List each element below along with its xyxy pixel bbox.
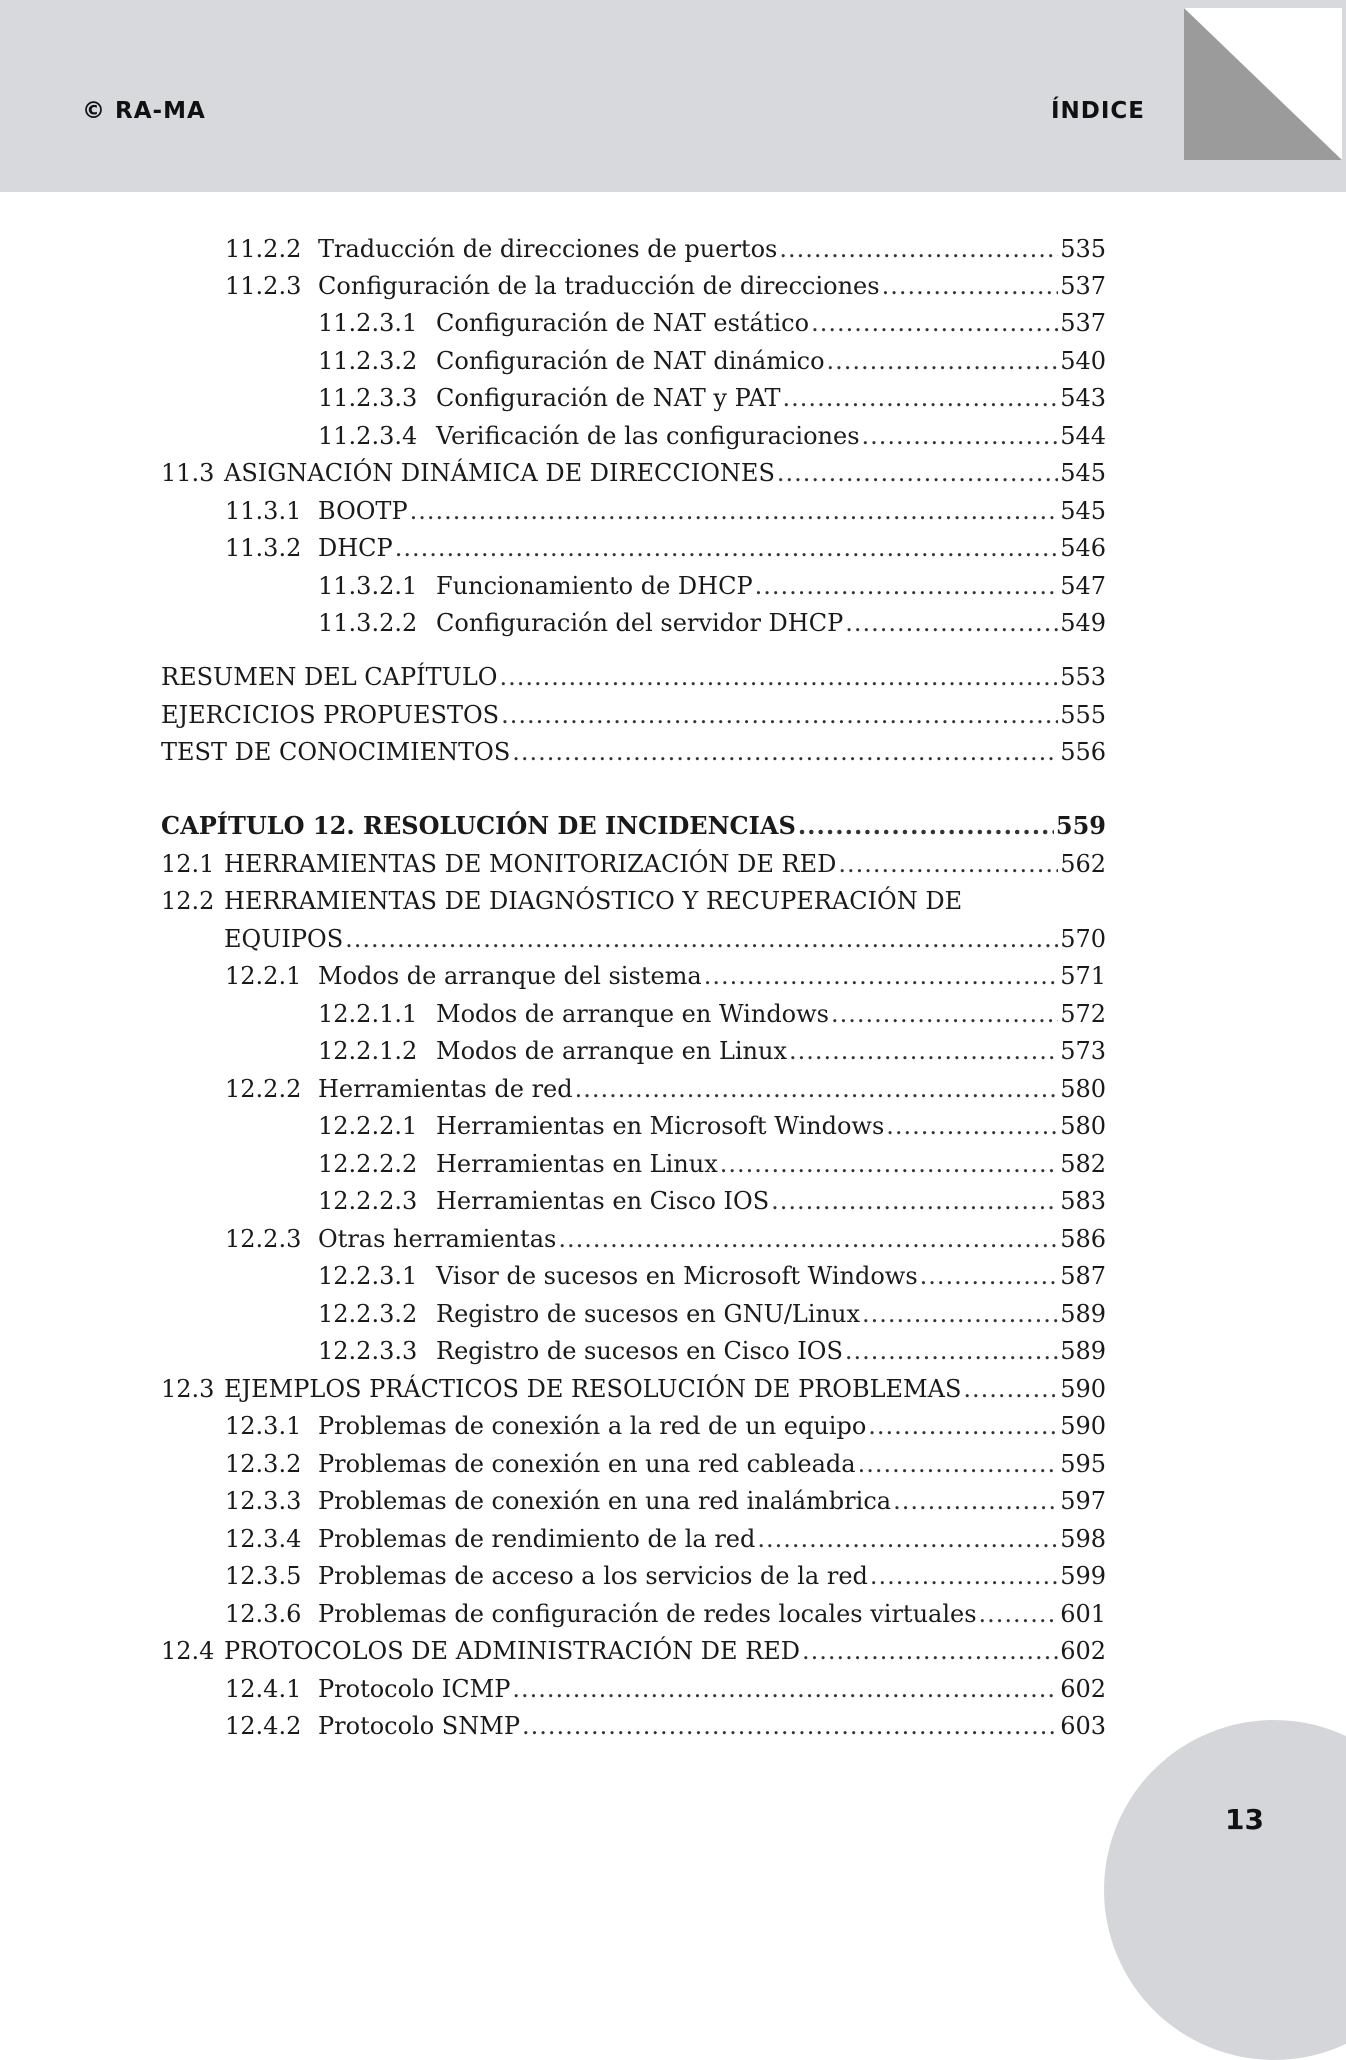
toc-entry [318, 421, 1106, 451]
toc-entry-page: 572 [1060, 1000, 1106, 1028]
toc-entry [318, 1261, 1106, 1291]
toc-entry-title: Funcionamiento de DHCP [436, 572, 753, 600]
toc-entry-number: 11.2.3.2 [318, 347, 418, 375]
toc-entry-title: Herramientas en Linux [436, 1150, 718, 1178]
toc-entry-title: DHCP [318, 534, 393, 562]
toc-leader-dots [395, 533, 1059, 563]
toc-entry-page: 586 [1060, 1225, 1106, 1253]
toc-entry-page: 597 [1060, 1487, 1106, 1515]
toc-entry-title: ASIGNACIÓN DINÁMICA DE DIRECCIONES [224, 459, 775, 487]
toc-entry-page: 537 [1060, 272, 1106, 300]
toc-entry-title: BOOTP [318, 497, 408, 525]
toc-entry-title: Configuración de NAT dinámico [436, 347, 825, 375]
toc-entry [225, 1599, 1106, 1629]
toc-leader-dots [862, 421, 1059, 451]
toc-entry-number: 12.4.2 [225, 1712, 302, 1740]
toc-leader-dots [862, 1299, 1058, 1329]
header-band [0, 0, 1346, 192]
toc-entry [318, 999, 1106, 1029]
toc-entry-number: 11.3.2.1 [318, 572, 418, 600]
toc-entry-number: 12.2.1 [225, 962, 302, 990]
toc-leader-dots [777, 458, 1058, 488]
toc-entry [225, 533, 1106, 563]
toc-entry [161, 886, 1106, 916]
toc-entry [318, 1036, 1106, 1066]
toc-entry-title: Problemas de conexión en una red cableada [318, 1450, 856, 1478]
toc-entry-page: 553 [1060, 663, 1106, 691]
toc-entry-page: 587 [1060, 1262, 1106, 1290]
toc-leader-dots [920, 1261, 1059, 1291]
toc-entry-number: 12.3.3 [225, 1487, 302, 1515]
toc-leader-dots [886, 1111, 1058, 1141]
toc-entry-number: 11.2.3.4 [318, 422, 418, 450]
toc-entry-number: 12.1 [161, 850, 215, 878]
toc-entry-title: Problemas de conexión a la red de un equipo [318, 1412, 867, 1440]
toc-leader-dots [755, 571, 1059, 601]
toc-entry-number: 12.2.2.1 [318, 1112, 418, 1140]
toc-entry-page: 549 [1060, 609, 1106, 637]
toc-entry-title: Configuración de NAT y PAT [436, 384, 781, 412]
toc-leader-dots [410, 496, 1059, 526]
toc-entry-page: 589 [1060, 1337, 1106, 1365]
toc-entry-number: 12.2.1.1 [318, 1000, 418, 1028]
toc-entry-number: 12.2.2.3 [318, 1187, 418, 1215]
toc-entry-page: 540 [1060, 347, 1106, 375]
toc-entry [161, 700, 1106, 730]
toc-entry-page: 545 [1060, 497, 1106, 525]
toc-entry [161, 458, 1106, 488]
toc-entry-title: HERRAMIENTAS DE DIAGNÓSTICO Y RECUPERACIÓN DE [224, 887, 963, 915]
toc-entry-number: 11.2.2 [225, 235, 302, 263]
toc-leader-dots [512, 737, 1058, 767]
toc-entry-number: 12.4.1 [225, 1675, 302, 1703]
toc-entry-page: 580 [1060, 1112, 1106, 1140]
toc-entry-title: Modos de arranque en Windows [436, 1000, 829, 1028]
toc-entry-title: Configuración de NAT estático [436, 309, 810, 337]
toc-entry-page: 570 [1060, 925, 1106, 953]
toc-entry-number: 12.2.1.2 [318, 1037, 418, 1065]
toc-entry-number: 11.3.2.2 [318, 609, 418, 637]
toc-entry [225, 961, 1106, 991]
toc-entry-number: 12.2.3.3 [318, 1337, 418, 1365]
header-publisher: © RA-MA [82, 98, 206, 124]
toc-entry-title: Protocolo SNMP [318, 1712, 520, 1740]
toc-leader-dots [798, 811, 1054, 841]
toc-entry [318, 1299, 1106, 1329]
toc-entry [318, 383, 1106, 413]
toc-entry [318, 308, 1106, 338]
toc-entry [161, 1374, 1106, 1404]
toc-leader-dots [783, 383, 1059, 413]
toc-leader-dots [882, 271, 1059, 301]
toc-entry [161, 662, 1106, 692]
toc-entry-title: Protocolo ICMP [318, 1675, 511, 1703]
toc-entry-page: 559 [1055, 811, 1106, 840]
toc-entry-page: 603 [1060, 1712, 1106, 1740]
toc-entry-page: 546 [1060, 534, 1106, 562]
toc-leader-dots [963, 1374, 1058, 1404]
toc-entry-page: 602 [1060, 1637, 1106, 1665]
toc-entry-title: EQUIPOS [224, 925, 344, 953]
toc-entry-number: 12.2.2.2 [318, 1150, 418, 1178]
toc-leader-dots [811, 308, 1058, 338]
toc-entry-number: 11.2.3.1 [318, 309, 418, 337]
toc-leader-dots [779, 234, 1058, 264]
toc-entry-page: 545 [1060, 459, 1106, 487]
toc-entry-title: Problemas de acceso a los servicios de la red [318, 1562, 868, 1590]
toc-entry [225, 496, 1106, 526]
toc-leader-dots [720, 1149, 1058, 1179]
toc-entry [225, 1449, 1106, 1479]
toc-entry [318, 608, 1106, 638]
toc-entry [161, 811, 1106, 841]
toc-entry-number: 12.3.1 [225, 1412, 302, 1440]
toc-entry-title: Herramientas en Cisco IOS [436, 1187, 770, 1215]
toc-entry-page: 562 [1060, 850, 1106, 878]
toc-entry-number: 11.2.3.3 [318, 384, 418, 412]
page-corner-fold [1184, 8, 1342, 160]
toc-entry [225, 234, 1106, 264]
toc-leader-dots [845, 1336, 1058, 1366]
toc-entry-title: Problemas de rendimiento de la red [318, 1525, 756, 1553]
toc-entry-page: 590 [1060, 1375, 1106, 1403]
toc-leader-dots [512, 1674, 1058, 1704]
toc-entry-page: 599 [1060, 1562, 1106, 1590]
toc-entry [161, 1636, 1106, 1666]
toc-entry-number: 12.3.4 [225, 1525, 302, 1553]
toc-entry [161, 737, 1106, 767]
toc-entry-title: RESUMEN DEL CAPÍTULO [161, 663, 498, 691]
toc-entry-title: Herramientas en Microsoft Windows [436, 1112, 885, 1140]
toc-entry-page: 556 [1060, 738, 1106, 766]
toc-entry-number: 11.2.3 [225, 272, 302, 300]
toc-entry-title: Problemas de conexión en una red inalámbrica [318, 1487, 892, 1515]
toc-entry-number: 11.3.2 [225, 534, 302, 562]
toc-leader-dots [789, 1036, 1058, 1066]
toc-entry-number: 12.3.6 [225, 1600, 302, 1628]
toc-entry [318, 1186, 1106, 1216]
toc-entry-page: 580 [1060, 1075, 1106, 1103]
toc-leader-dots [771, 1186, 1058, 1216]
toc-entry-title: TEST DE CONOCIMIENTOS [161, 738, 511, 766]
toc-leader-dots [757, 1524, 1058, 1554]
toc-entry [225, 1524, 1106, 1554]
toc-entry-page: 543 [1060, 384, 1106, 412]
toc-entry-title: Registro de sucesos en Cisco IOS [436, 1337, 843, 1365]
toc-entry-number: 11.3 [161, 459, 215, 487]
toc-entry [225, 1674, 1106, 1704]
toc-entry-number: 12.2.2 [225, 1075, 302, 1103]
toc-entry-title: Configuración del servidor DHCP [436, 609, 844, 637]
toc-entry-page: 544 [1060, 422, 1106, 450]
toc-entry [225, 1711, 1106, 1741]
toc-entry-number: 12.2.3.1 [318, 1262, 418, 1290]
toc-entry-page: 601 [1060, 1600, 1106, 1628]
toc-leader-dots [802, 1636, 1058, 1666]
toc-entry-number: 12.3.5 [225, 1562, 302, 1590]
toc-leader-dots [522, 1711, 1058, 1741]
toc-entry-page: 595 [1060, 1450, 1106, 1478]
toc-leader-dots [870, 1561, 1058, 1591]
toc-leader-dots [501, 700, 1058, 730]
toc-entry-title: EJERCICIOS PROPUESTOS [161, 701, 500, 729]
toc-entry-title: Modos de arranque en Linux [436, 1037, 787, 1065]
toc-entry [318, 1111, 1106, 1141]
toc-entry-number: 12.3.2 [225, 1450, 302, 1478]
toc-entry-page: 571 [1060, 962, 1106, 990]
toc-entry [318, 1336, 1106, 1366]
toc-leader-dots [838, 849, 1058, 879]
toc-entry-number: 11.3.1 [225, 497, 302, 525]
page-number-circle [1104, 1720, 1346, 2060]
toc-entry [318, 1149, 1106, 1179]
toc-entry-number: 12.4 [161, 1637, 215, 1665]
toc-entry [225, 1224, 1106, 1254]
toc-entry-title: Configuración de la traducción de direcciones [318, 272, 880, 300]
toc-entry-title: Herramientas de red [318, 1075, 573, 1103]
toc-leader-dots [827, 346, 1059, 376]
toc-entry [225, 1561, 1106, 1591]
toc-leader-dots [979, 1599, 1059, 1629]
toc-entry-title: PROTOCOLOS DE ADMINISTRACIÓN DE RED [224, 1637, 801, 1665]
toc-entry-page: 573 [1060, 1037, 1106, 1065]
toc-entry-title: Visor de sucesos en Microsoft Windows [436, 1262, 918, 1290]
toc-entry-title: CAPÍTULO 12. RESOLUCIÓN DE INCIDENCIAS [161, 811, 796, 840]
toc-entry [161, 849, 1106, 879]
toc-entry-title: Registro de sucesos en GNU/Linux [436, 1300, 860, 1328]
toc-entry-page: 583 [1060, 1187, 1106, 1215]
toc-entry [225, 1074, 1106, 1104]
toc-entry-number: 12.2 [161, 887, 215, 915]
toc-entry [225, 1411, 1106, 1441]
toc-entry-title: Otras herramientas [318, 1225, 557, 1253]
toc-entry [225, 271, 1106, 301]
toc-leader-dots [831, 999, 1058, 1029]
toc-entry [318, 346, 1106, 376]
toc-entry [318, 571, 1106, 601]
toc-leader-dots [858, 1449, 1059, 1479]
toc-leader-dots [845, 608, 1058, 638]
toc-entry [225, 1486, 1106, 1516]
toc-entry-title: Problemas de configuración de redes locales virtuales [318, 1600, 977, 1628]
toc-entry [224, 924, 1106, 954]
toc-entry-page: 582 [1060, 1150, 1106, 1178]
toc-leader-dots [575, 1074, 1059, 1104]
toc-entry-title: EJEMPLOS PRÁCTICOS DE RESOLUCIÓN DE PROBLEMAS [224, 1375, 962, 1403]
toc-entry-number: 12.3 [161, 1375, 215, 1403]
toc-entry-page: 602 [1060, 1675, 1106, 1703]
toc-entry-number: 12.2.3.2 [318, 1300, 418, 1328]
toc-entry-title: HERRAMIENTAS DE MONITORIZACIÓN DE RED [224, 850, 837, 878]
toc-entry-title: Verificación de las configuraciones [436, 422, 860, 450]
toc-leader-dots [558, 1224, 1058, 1254]
toc-entry-number: 12.2.3 [225, 1225, 302, 1253]
toc-leader-dots [704, 961, 1058, 991]
page-number: 13 [1225, 1803, 1264, 1836]
toc-leader-dots [499, 662, 1058, 692]
toc-entry-page: 537 [1060, 309, 1106, 337]
toc-entry-page: 589 [1060, 1300, 1106, 1328]
toc-entry-page: 555 [1060, 701, 1106, 729]
toc-entry-title: Traducción de direcciones de puertos [318, 235, 778, 263]
header-section-title: ÍNDICE [1050, 98, 1145, 124]
toc-entry-page: 590 [1060, 1412, 1106, 1440]
toc-entry-page: 598 [1060, 1525, 1106, 1553]
toc-entry-title: Modos de arranque del sistema [318, 962, 702, 990]
toc-leader-dots [893, 1486, 1058, 1516]
toc-leader-dots [345, 924, 1058, 954]
toc-leader-dots [868, 1411, 1058, 1441]
toc-entry-page: 547 [1060, 572, 1106, 600]
toc-entry-page: 535 [1060, 235, 1106, 263]
